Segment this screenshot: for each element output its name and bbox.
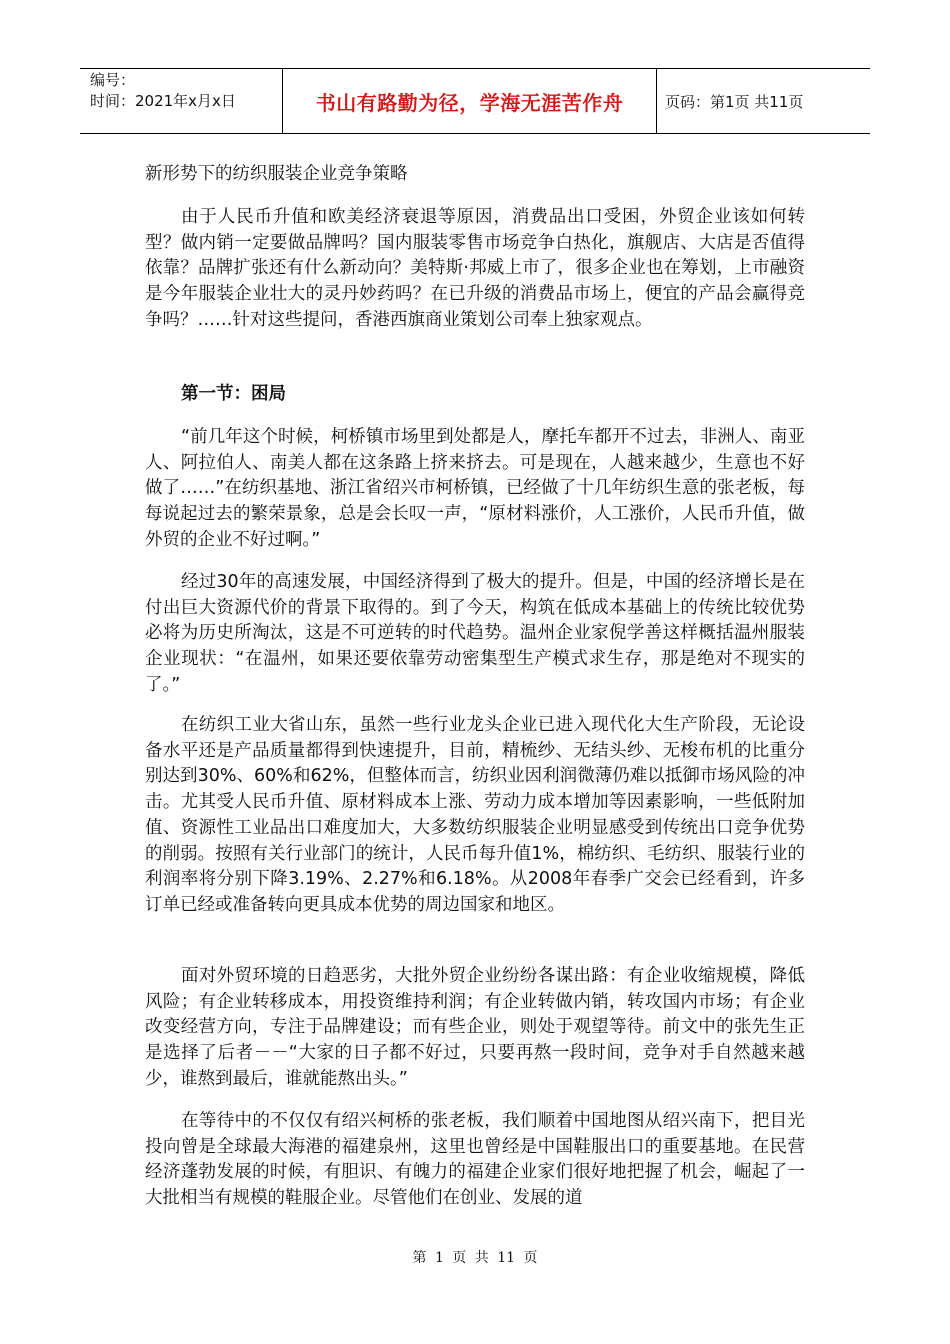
page-header xyxy=(80,68,870,134)
document-date: 时间：2021年x月x日 xyxy=(90,92,236,110)
page-footer: 第 1 页 共 11 页 xyxy=(412,1250,538,1266)
header-meta xyxy=(80,69,283,133)
document-title: 新形势下的纺织服装企业竞争策略 xyxy=(145,164,408,184)
body-paragraph-1: “前几年这个时候，柯桥镇市场里到处都是人，摩托车都开不过去，非洲人、南亚人、阿拉伯人、南美人都在这条路上挤来挤去。可是现在，人越来越少，生意也不好做了……”在纺织基地、浙江省绍兴市柯桥镇，已经做了十几年纺织生意的张老板，每每说起过去的繁荣景象，总是会长叹一声，“原材料涨价，人工涨价，人民币升值，做外贸的企业不好过啊。” xyxy=(145,427,805,550)
body-paragraph-2: 经过30年的高速发展，中国经济得到了极大的提升。但是，中国的经济增长是在付出巨大资源代价的背景下取得的。到了今天，构筑在低成本基础上的传统比较优势必将为历史所淘汰，这是不可逆转的时代趋势。温州企业家倪学善这样概括温州服装企业现状：“在温州，如果还要依靠劳动密集型生产模式求生存，那是绝对不现实的了。” xyxy=(145,572,805,695)
body-paragraph-3: 在纺织工业大省山东，虽然一些行业龙头企业已进入现代化大生产阶段，无论设备水平还是产品质量都得到快速提升，目前，精梳纱、无结头纱、无梭布机的比重分别达到30%、60%和62%，但整体而言，纺织业因利润微薄仍难以抵御市场风险的冲击。尤其受人民币升值、原材料成本上涨、劳动力成本增加等因素影响，一些低附加值、资源性工业品出口难度加大，大多数纺织服装企业明显感受到传统出口竞争优势的削弱。按照有关行业部门的统计，人民币每升值1%，棉纺织、毛纺织、服装行业的利润率将分别下降3.19%、2.27%和6.18%。从2008年春季广交会已经看到，许多订单已经或准备转向更具成本优势的周边国家和地区。 xyxy=(145,715,805,915)
section-heading: 第一节：困局 xyxy=(181,384,286,404)
header-motto: 书山有路勤为径，学海无涯苦作舟 xyxy=(283,69,657,133)
body-paragraph-4: 面对外贸环境的日趋恶劣，大批外贸企业纷纷各谋出路：有企业收缩规模，降低风险；有企业转移成本，用投资维持利润；有企业转做内销，转攻国内市场；有企业改变经营方向，专注于品牌建设；而有些企业，则处于观望等待。前文中的张先生正是选择了后者－－“大家的日子都不好过，只要再熬一段时间，竞争对手自然越来越少，谁熬到最后，谁就能熬出头。” xyxy=(145,966,805,1089)
body-paragraph-5: 在等待中的不仅仅有绍兴柯桥的张老板，我们顺着中国地图从绍兴南下，把目光投向曾是全球最大海港的福建泉州，这里也曾经是中国鞋服出口的重要基地。在民营经济蓬勃发展的时候，有胆识、有魄力的福建企业家们很好地把握了机会，崛起了一大批相当有规模的鞋服企业。尽管他们在创业、发展的道 xyxy=(145,1111,805,1209)
header-page-info: 页码：第1页 共11页 xyxy=(665,92,804,111)
document-number-label: 编号： xyxy=(90,71,136,89)
intro-paragraph: 由于人民币升值和欧美经济衰退等原因，消费品出口受困，外贸企业该如何转型？做内销一定要做品牌吗？国内服装零售市场竞争白热化，旗舰店、大店是否值得依靠？品牌扩张还有什么新动向？美特斯·邦威上市了，很多企业也在筹划，上市融资是今年服装企业壮大的灵丹妙药吗？在已升级的消费品市场上，便宜的产品会赢得竞争吗？……针对这些提问，香港西旗商业策划公司奉上独家观点。 xyxy=(145,207,805,330)
